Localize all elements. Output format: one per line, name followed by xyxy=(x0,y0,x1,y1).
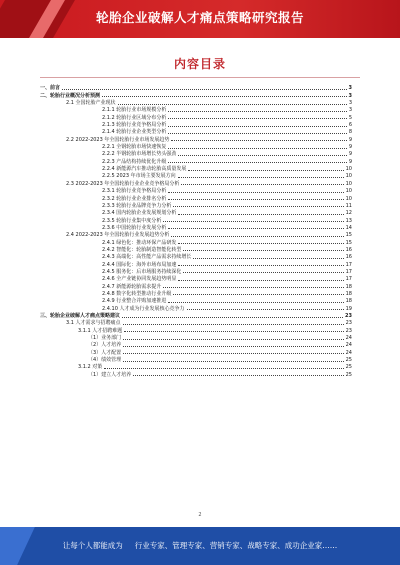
toc-leader-dots xyxy=(181,184,343,185)
toc-entry[interactable] xyxy=(40,341,352,348)
toc-entry-title: 2.4.6 全产业链协同发展趋势明显 xyxy=(102,276,177,283)
toc-leader-dots xyxy=(123,339,343,340)
toc-entry[interactable] xyxy=(40,202,352,209)
toc-entry[interactable] xyxy=(40,370,352,377)
toc-entry-page: 6 xyxy=(348,122,352,129)
toc-entry[interactable] xyxy=(40,231,352,238)
toc-entry[interactable] xyxy=(40,91,352,98)
toc-leader-dots xyxy=(168,302,343,303)
footer-banner xyxy=(0,527,400,565)
toc-entry[interactable] xyxy=(40,253,352,260)
toc-leader-dots xyxy=(122,317,343,318)
toc-entry-title: 2.4.1 绿色化：推动环保产品研发 xyxy=(102,239,177,246)
toc-entry[interactable] xyxy=(40,334,352,341)
toc-leader-dots xyxy=(171,236,343,237)
table-of-contents xyxy=(40,84,352,378)
toc-leader-dots xyxy=(123,346,343,347)
toc-entry-page: 18 xyxy=(345,283,352,290)
toc-leader-dots xyxy=(168,228,343,229)
toc-leader-dots xyxy=(163,221,343,222)
toc-entry-title: 2.1 全国轮胎产业现状 xyxy=(66,100,116,107)
toc-entry-page: 16 xyxy=(345,254,352,261)
toc-entry-title: （3）人才配置 xyxy=(88,349,122,356)
toc-entry-page: 17 xyxy=(345,276,352,283)
toc-leader-dots xyxy=(168,118,346,119)
toc-entry-title: 2.3 2022-2023 年全国轮胎行业企业竞争格局分析 xyxy=(66,180,180,187)
toc-leader-dots xyxy=(171,140,346,141)
toc-entry[interactable] xyxy=(40,128,352,135)
toc-entry[interactable] xyxy=(40,348,352,355)
toc-leader-dots xyxy=(178,265,343,266)
toc-entry-page: 3 xyxy=(348,107,352,114)
toc-leader-dots xyxy=(178,177,344,178)
toc-entry-page: 24 xyxy=(345,342,352,349)
toc-entry[interactable] xyxy=(40,84,352,91)
header-banner xyxy=(0,0,400,38)
toc-entry[interactable] xyxy=(40,246,352,253)
toc-leader-dots xyxy=(188,170,343,171)
toc-entry-page: 24 xyxy=(345,349,352,356)
toc-entry-title: 3.1.2 对策 xyxy=(78,364,103,371)
toc-entry-title: 2.4.4 国际化：海外市场布局加速 xyxy=(102,261,177,268)
toc-entry[interactable] xyxy=(40,121,352,128)
toc-entry-page: 5 xyxy=(348,114,352,121)
toc-entry[interactable] xyxy=(40,113,352,120)
toc-entry-page: 25 xyxy=(345,357,352,364)
toc-leader-dots xyxy=(102,96,347,97)
toc-entry-title: 2.4.2 智能化：轮胎制造智能化转型 xyxy=(102,246,182,253)
toc-entry-page: 9 xyxy=(348,151,352,158)
toc-entry-title: 3.1 人才需求与招聘痛点 xyxy=(66,320,121,327)
toc-entry-page: 14 xyxy=(345,224,352,231)
footer-slogan-roles: 行业专家、管理专家、营销专家、战略专家、成功企业家…… xyxy=(134,541,338,550)
toc-entry-title: 2.2 2022-2023 年全国轮胎行业市场发展趋势 xyxy=(66,136,170,143)
toc-entry-page: 17 xyxy=(345,268,352,275)
toc-entry-title: 2.4.7 新能源轮胎需求提升 xyxy=(102,283,162,290)
toc-leader-dots xyxy=(168,199,343,200)
toc-entry-page: 3 xyxy=(348,100,352,107)
toc-entry[interactable] xyxy=(40,319,352,326)
toc-entry-page: 9 xyxy=(348,144,352,151)
toc-entry[interactable] xyxy=(40,363,352,370)
toc-entry[interactable] xyxy=(40,106,352,113)
toc-leader-dots xyxy=(62,89,347,90)
toc-leader-dots xyxy=(123,353,343,354)
toc-entry-page: 3 xyxy=(348,92,352,99)
toc-entry-page: 13 xyxy=(345,217,352,224)
toc-entry-page: 16 xyxy=(345,246,352,253)
toc-entry[interactable] xyxy=(40,99,352,106)
toc-leader-dots xyxy=(168,162,346,163)
toc-entry[interactable] xyxy=(40,290,352,297)
toc-entry-title: 三、轮胎企业破解人才痛点策略建议 xyxy=(40,313,121,319)
toc-entry[interactable] xyxy=(40,143,352,150)
toc-leader-dots xyxy=(183,250,343,251)
toc-entry-page: 18 xyxy=(345,298,352,305)
toc-entry-title: 2.1.3 轮胎行业竞争格局分析 xyxy=(102,122,167,129)
toc-leader-dots xyxy=(178,243,343,244)
toc-entry-title: 2.1.1 轮胎行业市场规模分析 xyxy=(102,107,167,114)
toc-entry-page: 25 xyxy=(345,364,352,371)
toc-entry[interactable] xyxy=(40,187,352,194)
toc-entry[interactable] xyxy=(40,356,352,363)
toc-leader-dots xyxy=(133,375,343,376)
toc-leader-dots xyxy=(178,155,346,156)
toc-entry-page: 9 xyxy=(348,136,352,143)
toc-leader-dots xyxy=(124,331,343,332)
toc-entry-title: 2.4.9 行业整合并购加速推进 xyxy=(102,298,167,305)
toc-entry-title: 2.3.4 国内轮胎企业发展规划分析 xyxy=(102,210,177,217)
toc-entry-title: 2.1.4 轮胎行业企业类型分析 xyxy=(102,129,167,136)
toc-entry-title: 2.3.5 轮胎行业集中度分析 xyxy=(102,217,162,224)
toc-entry[interactable] xyxy=(40,172,352,179)
toc-entry[interactable] xyxy=(40,297,352,304)
toc-entry[interactable] xyxy=(40,150,352,157)
toc-entry-title: 一、前言 xyxy=(40,85,61,92)
toc-entry-title: 二、轮胎行业概况分析预测 xyxy=(40,92,101,99)
toc-leader-dots xyxy=(104,368,343,369)
toc-leader-dots xyxy=(178,214,343,215)
toc-entry-page: 15 xyxy=(345,239,352,246)
toc-entry-title: 2.2.2 半钢轮胎市场增长势头强劲 xyxy=(102,151,177,158)
toc-entry[interactable] xyxy=(40,216,352,223)
toc-entry[interactable] xyxy=(40,312,352,319)
toc-entry-page: 11 xyxy=(345,202,352,209)
toc-entry[interactable] xyxy=(40,209,352,216)
footer-slogan xyxy=(0,527,400,565)
toc-entry-page: 23 xyxy=(345,320,352,327)
toc-entry-title: 2.1.2 轮胎行业区域分布分析 xyxy=(102,114,167,121)
toc-leader-dots xyxy=(168,126,346,127)
toc-leader-dots xyxy=(168,111,346,112)
toc-entry-title: 2.4.3 高端化：高性能产品需求持续增长 xyxy=(102,254,192,261)
toc-heading: 内容目录 xyxy=(173,57,226,71)
toc-entry-title: 2.3.6 中国轮胎行业发展分析 xyxy=(102,224,167,231)
footer-slogan-lead: 让每个人都能成为 xyxy=(62,541,123,550)
toc-leader-dots xyxy=(168,192,343,193)
toc-entry-title: 2.3.1 轮胎行业竞争格局分析 xyxy=(102,188,167,195)
toc-entry-title: （2）人才培养 xyxy=(88,342,122,349)
toc-entry-page: 8 xyxy=(348,129,352,136)
toc-entry-page: 23 xyxy=(345,313,352,319)
toc-leader-dots xyxy=(123,324,344,325)
toc-entry-title: 2.4.10 人才成为行业发展核心竞争力 xyxy=(102,305,185,312)
toc-divider xyxy=(40,77,360,78)
toc-entry-page: 10 xyxy=(345,166,352,173)
toc-entry-page: 17 xyxy=(345,261,352,268)
toc-entry-title: （1）业务部门 xyxy=(88,335,122,342)
toc-entry-title: 2.2.4 新能源汽车推动轮胎高质量发展 xyxy=(102,166,187,173)
toc-entry-page: 23 xyxy=(345,327,352,334)
toc-entry-title: 2.2.1 全钢轮胎市场快速恢复 xyxy=(102,144,167,151)
toc-entry[interactable] xyxy=(40,179,352,186)
toc-entry[interactable] xyxy=(40,282,352,289)
toc-entry-page: 3 xyxy=(348,85,352,92)
toc-entry-page: 10 xyxy=(345,173,352,180)
toc-entry-title: 2.2.3 产品结构持续优化升级 xyxy=(102,158,167,165)
toc-leader-dots xyxy=(173,294,343,295)
toc-entry[interactable] xyxy=(40,275,352,282)
toc-entry-page: 24 xyxy=(345,335,352,342)
toc-leader-dots xyxy=(173,206,343,207)
toc-entry[interactable] xyxy=(40,194,352,201)
toc-entry[interactable] xyxy=(40,165,352,172)
toc-leader-dots xyxy=(168,133,346,134)
toc-entry-page: 18 xyxy=(345,290,352,297)
toc-entry-page: 10 xyxy=(345,188,352,195)
toc-entry-page: 25 xyxy=(345,371,352,378)
toc-leader-dots xyxy=(193,258,343,259)
toc-entry-page: 19 xyxy=(345,305,352,312)
toc-entry-title: 2.4 2022-2023 年全国轮胎行业发展趋势分析 xyxy=(66,232,170,239)
toc-leader-dots xyxy=(163,287,343,288)
toc-entry[interactable] xyxy=(40,238,352,245)
toc-entry-page: 10 xyxy=(345,195,352,202)
toc-entry[interactable] xyxy=(40,326,352,333)
toc-entry-title: 3.1.1 人才招聘难题 xyxy=(78,327,123,334)
toc-entry[interactable] xyxy=(40,157,352,164)
report-title: 轮胎企业破解人才痛点策略研究报告 xyxy=(95,10,304,25)
toc-leader-dots xyxy=(123,361,343,362)
toc-entry[interactable] xyxy=(40,268,352,275)
toc-entry-title: 2.3.2 轮胎行业企业排名分析 xyxy=(102,195,167,202)
toc-entry-title: （1）建立人才培养 xyxy=(88,371,132,378)
toc-entry[interactable] xyxy=(40,224,352,231)
toc-entry[interactable] xyxy=(40,304,352,311)
toc-entry-page: 12 xyxy=(345,210,352,217)
toc-leader-dots xyxy=(118,104,347,105)
toc-entry-page: 10 xyxy=(345,180,352,187)
toc-entry-title: 2.4.8 数字化转型推动行业升级 xyxy=(102,290,172,297)
page-number: 2 xyxy=(198,512,202,518)
toc-entry[interactable] xyxy=(40,260,352,267)
toc-entry[interactable] xyxy=(40,135,352,142)
toc-entry-title: （4）绩效管理 xyxy=(88,357,122,364)
toc-entry-title: 2.2.5 2023 年市场主要发展方向 xyxy=(102,173,176,180)
toc-leader-dots xyxy=(183,272,343,273)
toc-leader-dots xyxy=(178,280,343,281)
toc-leader-dots xyxy=(187,309,344,310)
toc-entry-title: 2.4.5 服务化：后市场服务持续深化 xyxy=(102,268,182,275)
toc-entry-title: 2.3.3 轮胎行业品牌竞争力分析 xyxy=(102,202,172,209)
toc-entry-page: 9 xyxy=(348,158,352,165)
toc-leader-dots xyxy=(168,148,346,149)
toc-entry-page: 15 xyxy=(345,232,352,239)
